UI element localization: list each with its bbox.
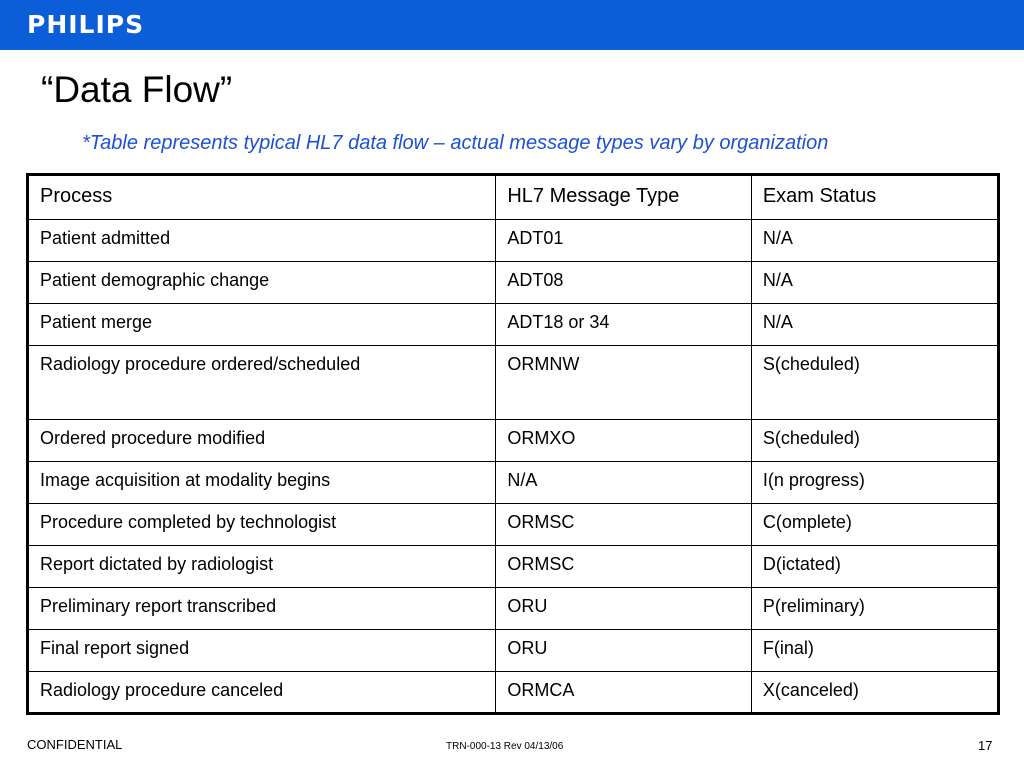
- exam-status-cell: S(cheduled): [751, 346, 998, 420]
- hl7-message-type-cell: ORU: [496, 630, 751, 672]
- process-cell: Patient merge: [28, 304, 496, 346]
- column-header-process: Process: [28, 175, 496, 220]
- table-row: [28, 262, 999, 304]
- process-cell: Preliminary report transcribed: [28, 588, 496, 630]
- table-row: [28, 588, 999, 630]
- table-row: [28, 346, 999, 420]
- hl7-message-type-cell: ORMNW: [496, 346, 751, 420]
- hl7-message-type-cell: ORU: [496, 588, 751, 630]
- page-title: “Data Flow”: [41, 69, 233, 110]
- table-header-row: [28, 175, 999, 220]
- column-header-exam-status: Exam Status: [751, 175, 998, 220]
- hl7-message-type-cell: ORMCA: [496, 672, 751, 714]
- process-cell: Final report signed: [28, 630, 496, 672]
- confidential-label: CONFIDENTIAL: [27, 737, 123, 752]
- exam-status-cell: D(ictated): [751, 546, 998, 588]
- hl7-message-type-cell: N/A: [496, 462, 751, 504]
- table-row: [28, 672, 999, 714]
- exam-status-cell: N/A: [751, 220, 998, 262]
- header-bar: [0, 0, 1024, 50]
- table-note: *Table represents typical HL7 data flow – actual message types vary by organization: [82, 132, 829, 154]
- data-flow-table: [26, 173, 1000, 715]
- exam-status-cell: X(canceled): [751, 672, 998, 714]
- hl7-message-type-cell: ORMSC: [496, 504, 751, 546]
- exam-status-cell: C(omplete): [751, 504, 998, 546]
- process-cell: Patient admitted: [28, 220, 496, 262]
- table-row: [28, 462, 999, 504]
- hl7-message-type-cell: ADT01: [496, 220, 751, 262]
- hl7-message-type-cell: ORMSC: [496, 546, 751, 588]
- table-row: [28, 304, 999, 346]
- process-cell: Ordered procedure modified: [28, 420, 496, 462]
- exam-status-cell: N/A: [751, 304, 998, 346]
- process-cell: Radiology procedure ordered/scheduled: [28, 346, 496, 420]
- exam-status-cell: I(n progress): [751, 462, 998, 504]
- page-number: 17: [978, 738, 993, 753]
- process-cell: Image acquisition at modality begins: [28, 462, 496, 504]
- process-cell: Radiology procedure canceled: [28, 672, 496, 714]
- process-cell: Patient demographic change: [28, 262, 496, 304]
- table-row: [28, 630, 999, 672]
- column-header-hl7-message-type: HL7 Message Type: [496, 175, 751, 220]
- table-row: [28, 504, 999, 546]
- exam-status-cell: P(reliminary): [751, 588, 998, 630]
- process-cell: Procedure completed by technologist: [28, 504, 496, 546]
- table-row: [28, 420, 999, 462]
- philips-logo: PHILIPS: [27, 10, 145, 39]
- process-cell: Report dictated by radiologist: [28, 546, 496, 588]
- exam-status-cell: N/A: [751, 262, 998, 304]
- hl7-message-type-cell: ORMXO: [496, 420, 751, 462]
- exam-status-cell: S(cheduled): [751, 420, 998, 462]
- document-revision: TRN-000-13 Rev 04/13/06: [446, 741, 564, 752]
- hl7-message-type-cell: ADT18 or 34: [496, 304, 751, 346]
- hl7-message-type-cell: ADT08: [496, 262, 751, 304]
- table-row: [28, 546, 999, 588]
- table-row: [28, 220, 999, 262]
- exam-status-cell: F(inal): [751, 630, 998, 672]
